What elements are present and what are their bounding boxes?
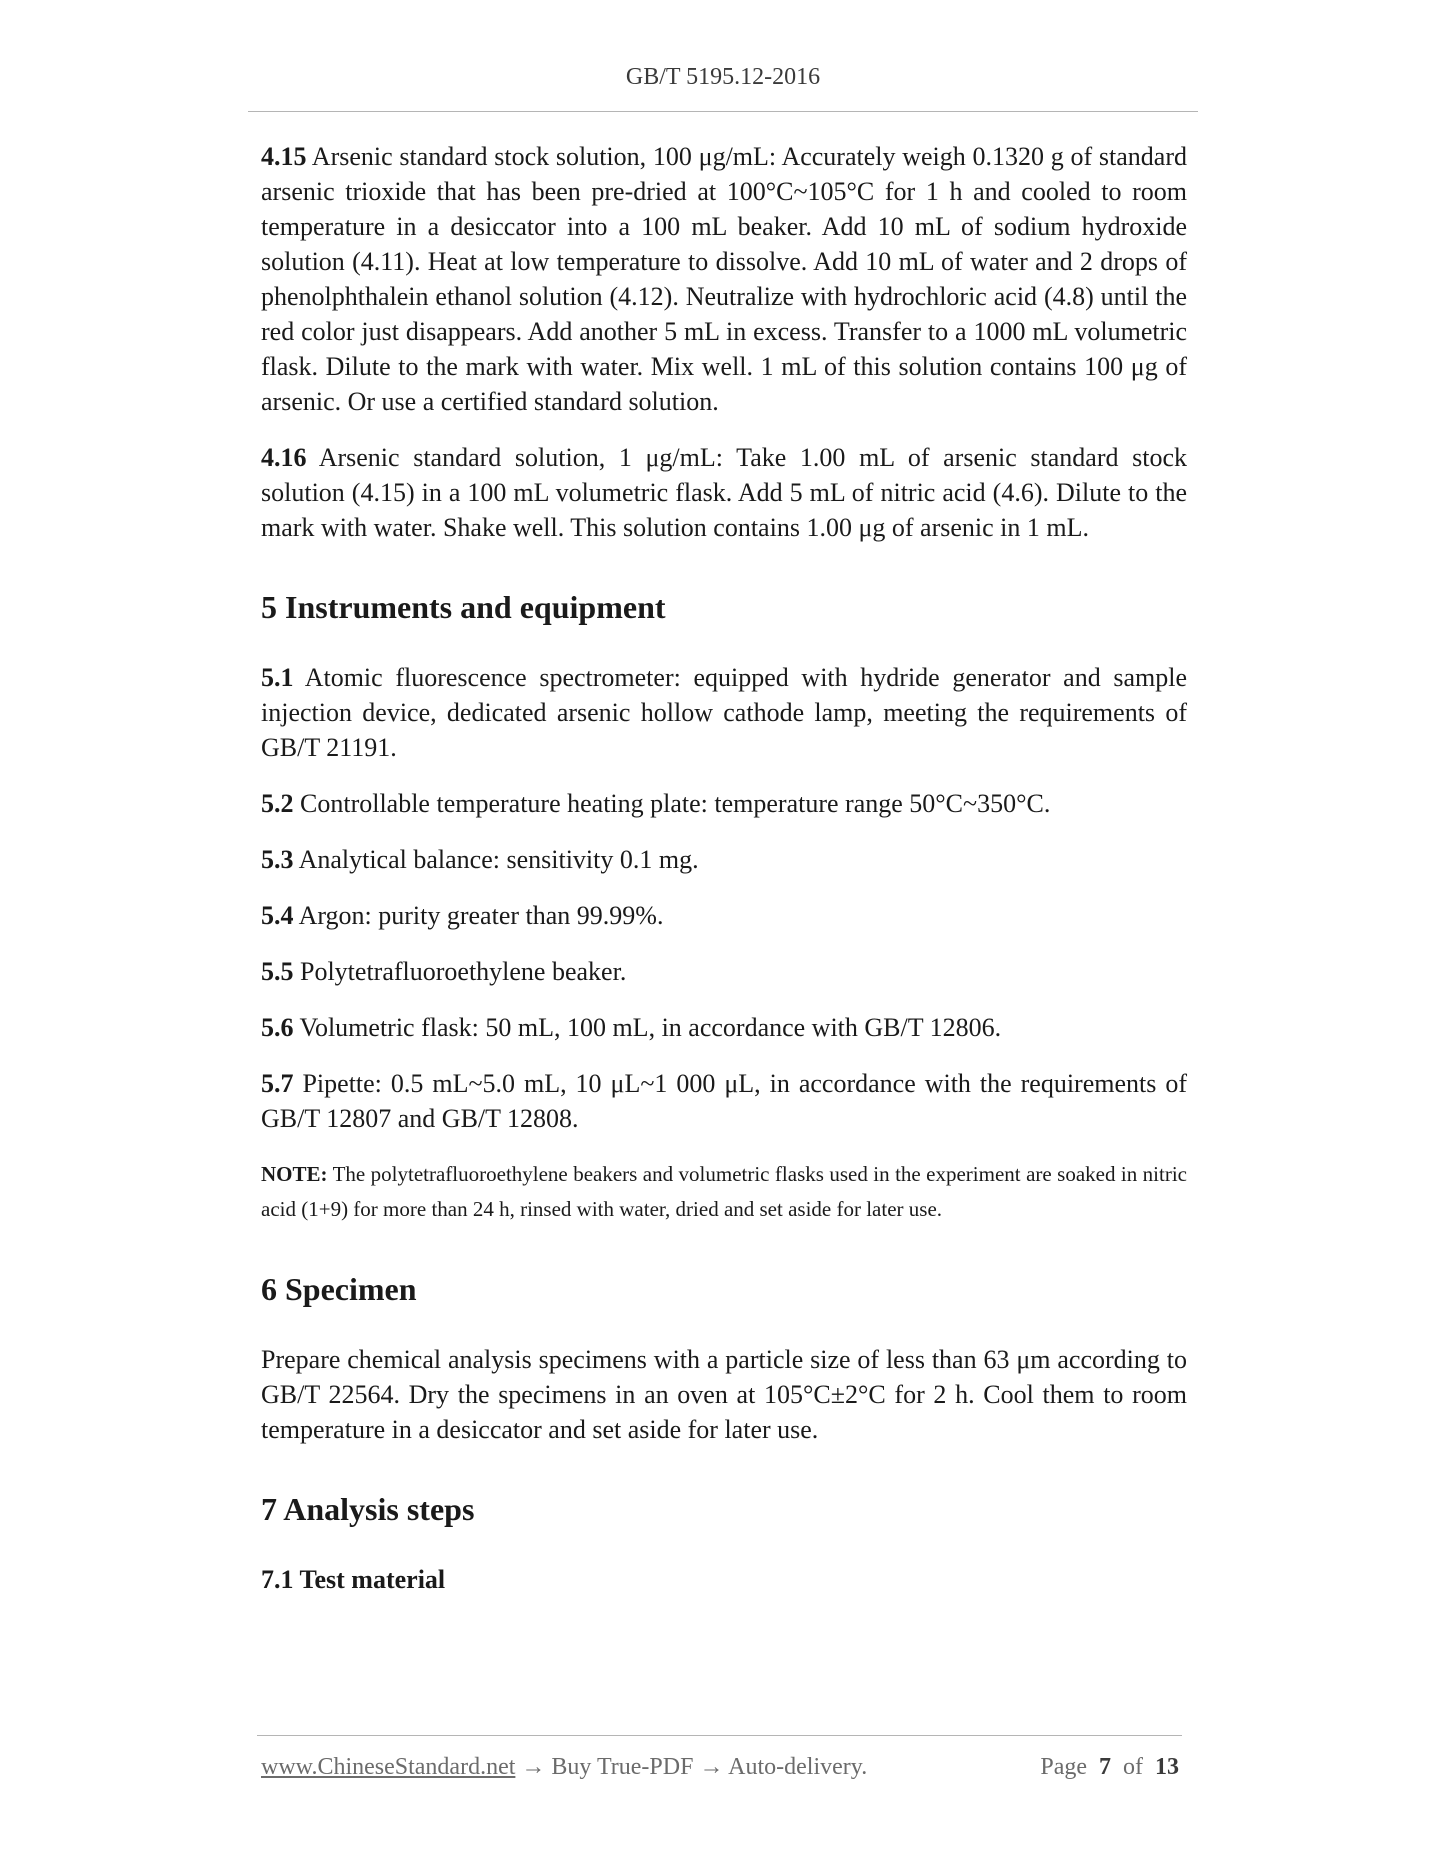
clause-5-7 [261, 1066, 1187, 1136]
clause-text: Volumetric flask: 50 mL, 100 mL, in accordance with GB/T 12806. [293, 1013, 1002, 1042]
clause-5-6 [261, 1010, 1187, 1045]
header-divider [248, 111, 1198, 112]
clause-number: 5.7 [261, 1069, 294, 1098]
clause-5-2 [261, 786, 1187, 821]
clause-5-4 [261, 898, 1187, 933]
note-text: The polytetrafluoroethylene beakers and volumetric flasks used in the experiment are soaked in nitric acid (1+9) for more than 24 h, rinsed with water, dried and set aside for later use. [261, 1162, 1187, 1221]
section-5-heading: 5 Instruments and equipment [261, 589, 666, 625]
document-body [261, 139, 1187, 1597]
clause-text: Arsenic standard stock solution, 100 μg/mL: Accurately weigh 0.1320 g of standard arsenic trioxide that has been pre-dried at 100°C~105°C for 1 h and cooled to room temperature in a desiccator into a 100 mL beaker. Add 10 mL of sodium hydroxide solution (4.11). Heat at low temperature to dissolve. Add 10 mL of water and 2 drops of phenolphthalein ethanol solution (4.12). Neutralize with hydrochloric acid (4.8) until the red color just disappears. Add another 5 mL in excess. Transfer to a 1000 mL volumetric flask. Dilute to the mark with water. Mix well. 1 mL of this solution contains 100 μg of arsenic. Or use a certified standard solution. [261, 142, 1187, 416]
clause-text: Controllable temperature heating plate: temperature range 50°C~350°C. [293, 789, 1051, 818]
page-indicator [1040, 1754, 1179, 1781]
buy-text: Buy True-PDF [551, 1754, 694, 1780]
clause-text: Argon: purity greater than 99.99%. [293, 901, 664, 930]
section-6-heading: 6 Specimen [261, 1271, 417, 1307]
clause-5-3 [261, 842, 1187, 877]
clause-5-5 [261, 954, 1187, 989]
clause-text: Pipette: 0.5 mL~5.0 mL, 10 μL~1 000 μL, in accordance with the requirements of GB/T 12807 and GB/T 12808. [261, 1069, 1187, 1133]
website-link[interactable]: www.ChineseStandard.net [261, 1754, 516, 1780]
clause-5-1 [261, 660, 1187, 765]
clause-number: 4.15 [261, 142, 307, 171]
clause-text: Arsenic standard solution, 1 μg/mL: Take 1.00 mL of arsenic standard stock solution (4.15) in a 100 mL volumetric flask. Add 5 mL of nitric acid (4.6). Dilute to the mark with water. Shake well. This solution contains 1.00 μg of arsenic in 1 mL. [261, 443, 1187, 542]
footer-divider [257, 1735, 1182, 1736]
note [261, 1157, 1187, 1227]
page-number: 7 [1099, 1754, 1111, 1780]
of-label: of [1123, 1754, 1143, 1780]
clause-number: 4.16 [261, 443, 307, 472]
clause-number: 5.5 [261, 957, 294, 986]
arrow-icon: → [693, 1754, 729, 1780]
clause-number: 5.2 [261, 789, 294, 818]
arrow-icon: → [515, 1754, 552, 1780]
clause-number: 5.6 [261, 1013, 294, 1042]
subsection-7-1-heading: 7.1 Test material [261, 1565, 446, 1594]
clause-4-16 [261, 440, 1187, 545]
clause-4-15 [261, 139, 1187, 419]
clause-text: Atomic fluorescence spectrometer: equipped with hydride generator and sample injection device, dedicated arsenic hollow cathode lamp, meeting the requirements of GB/T 21191. [261, 663, 1187, 762]
page-header: GB/T 5195.12-2016 [625, 64, 821, 90]
clause-number: 5.1 [261, 663, 294, 692]
section-6-text: Prepare chemical analysis specimens with a particle size of less than 63 μm according to GB/T 22564. Dry the specimens in an oven at 105°C±2°C for 2 h. Cool them to room temperature in a desiccator and set aside for later use. [261, 1345, 1187, 1444]
footer-promo [261, 1754, 867, 1781]
delivery-text: Auto-delivery. [728, 1754, 868, 1780]
clause-number: 5.3 [261, 845, 294, 874]
page-total: 13 [1155, 1754, 1179, 1780]
clause-text: Polytetrafluoroethylene beaker. [293, 957, 627, 986]
note-label: NOTE: [261, 1162, 328, 1186]
clause-number: 5.4 [261, 901, 294, 930]
clause-text: Analytical balance: sensitivity 0.1 mg. [293, 845, 699, 874]
page-label: Page [1040, 1754, 1087, 1780]
section-7-heading: 7 Analysis steps [261, 1491, 475, 1527]
